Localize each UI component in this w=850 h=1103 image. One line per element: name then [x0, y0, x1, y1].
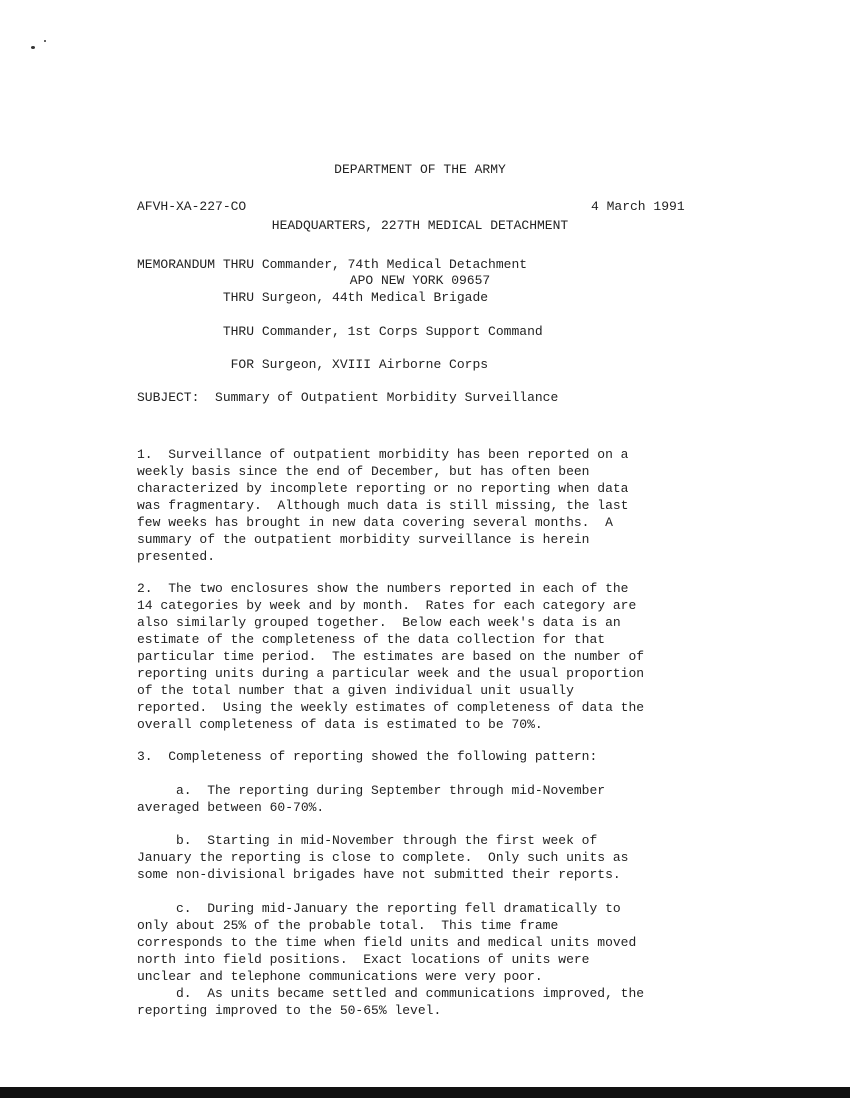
paragraph-3 [137, 748, 597, 765]
text-line: particular time period. The estimates are based on the number of [137, 649, 645, 664]
text-line: characterized by incomplete reporting or no reporting when data [137, 481, 629, 496]
text-line: January the reporting is close to complete. Only such units as [137, 850, 629, 865]
text-line: 2. The two enclosures show the numbers reported in each of the [137, 581, 629, 596]
text-line: north into field positions. Exact locations of units were [137, 952, 590, 967]
letterhead [0, 124, 840, 309]
text-line: unclear and telephone communications were very poor. [137, 969, 543, 984]
paragraph-3b [137, 832, 628, 883]
memo-date: 4 March 1991 [591, 199, 685, 214]
text-line: presented. [137, 549, 216, 564]
paragraph-1 [137, 446, 628, 565]
subject-line: SUBJECT: Summary of Outpatient Morbidity Surveillance [137, 390, 559, 405]
paragraph-3c [137, 900, 636, 985]
text-line: d. As units became settled and communications improved, the [137, 986, 645, 1001]
letterhead-line: APO NEW YORK 09657 [349, 273, 491, 288]
text-line: reported. Using the weekly estimates of completeness of data the [137, 700, 645, 715]
text-line: summary of the outpatient morbidity surveillance is herein [137, 532, 590, 547]
scan-speck [31, 46, 35, 49]
text-line: 3. Completeness of reporting showed the following pattern: [137, 749, 598, 764]
text-line: averaged between 60-70%. [137, 800, 325, 815]
paragraph-3d [137, 985, 644, 1019]
text-line: b. Starting in mid-November through the first week of [137, 833, 598, 848]
text-line: some non-divisional brigades have not submitted their reports. [137, 867, 621, 882]
office-symbol: AFVH-XA-227-CO [137, 199, 247, 214]
text-line: reporting improved to the 50-65% level. [137, 1003, 442, 1018]
routing-line: THRU Surgeon, 44th Medical Brigade [137, 290, 489, 305]
scan-speck [44, 40, 46, 42]
text-line: overall completeness of data is estimated to be 70%. [137, 717, 543, 732]
text-line: c. During mid-January the reporting fell dramatically to [137, 901, 621, 916]
scan-edge-bar [0, 1087, 850, 1098]
text-line: 14 categories by week and by month. Rates for each category are [137, 598, 637, 613]
text-line: corresponds to the time when field units and medical units moved [137, 935, 637, 950]
text-line: 1. Surveillance of outpatient morbidity has been reported on a [137, 447, 629, 462]
text-line: a. The reporting during September through mid-November [137, 783, 606, 798]
text-line: only about 25% of the probable total. This time frame [137, 918, 559, 933]
letterhead-line: DEPARTMENT OF THE ARMY [334, 162, 506, 177]
text-line: weekly basis since the end of December, but has often been [137, 464, 590, 479]
text-line: of the total number that a given individual unit usually [137, 683, 574, 698]
text-line: also similarly grouped together. Below each week's data is an [137, 615, 621, 630]
text-line: few weeks has brought in new data covering several months. A [137, 515, 613, 530]
text-line: estimate of the completeness of the data collection for that [137, 632, 606, 647]
letterhead-line: HEADQUARTERS, 227TH MEDICAL DETACHMENT [271, 217, 569, 233]
routing-line: FOR Surgeon, XVIII Airborne Corps [137, 357, 489, 372]
routing-line: MEMORANDUM THRU Commander, 74th Medical Detachment [137, 257, 528, 272]
paragraph-2 [137, 580, 644, 733]
text-line: reporting units during a particular week and the usual proportion [137, 666, 645, 681]
text-line: was fragmentary. Although much data is still missing, the last [137, 498, 629, 513]
routing-line: THRU Commander, 1st Corps Support Command [137, 324, 543, 339]
paragraph-3a [137, 782, 605, 816]
